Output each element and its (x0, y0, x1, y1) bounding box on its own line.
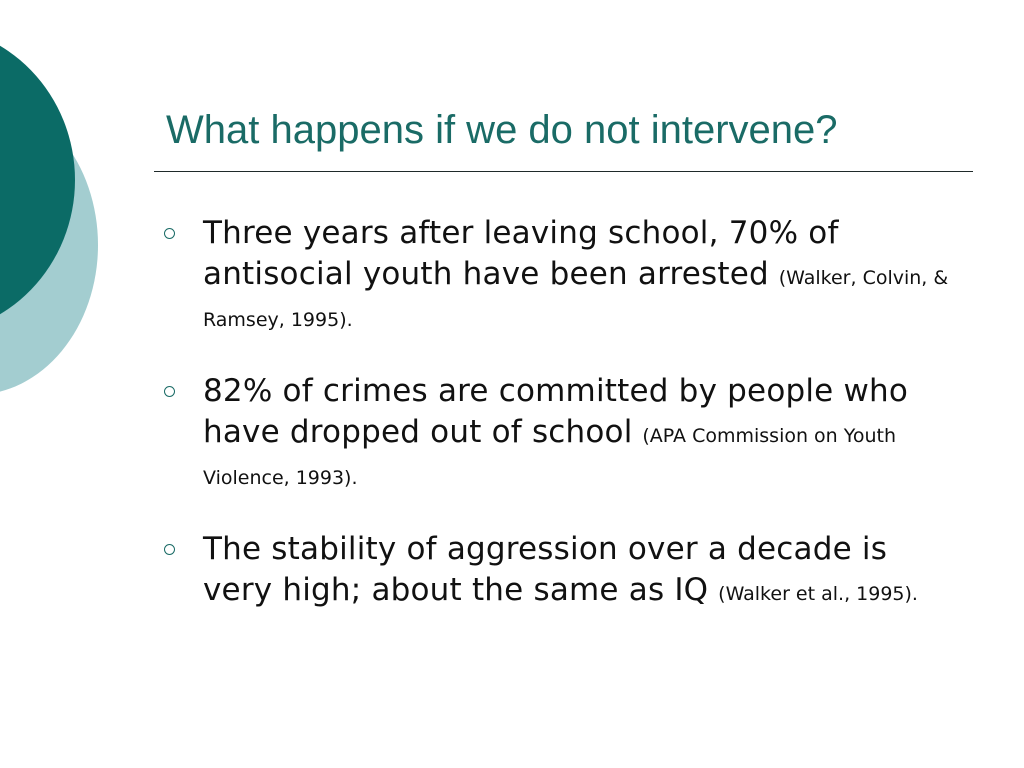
hollow-circle-bullet-icon (164, 386, 175, 397)
hollow-circle-bullet-icon (164, 228, 175, 239)
bullet-citation: (Walker, Colvin, & Ramsey, 1995). (203, 267, 949, 331)
bullet-citation: (APA Commission on Youth Violence, 1993). (203, 425, 896, 489)
bullet-text: The stability of aggression over a decade is very high; about the same as IQ (203, 531, 888, 608)
slide-title: What happens if we do not intervene? (166, 108, 838, 152)
bullet-list (163, 213, 963, 645)
bullet-item-arrests (163, 213, 963, 338)
bullet-item-crimes (163, 371, 963, 496)
bullet-item-aggression (163, 529, 963, 612)
title-divider (154, 171, 973, 172)
hollow-circle-bullet-icon (164, 544, 175, 555)
bullet-text: 82% of crimes are committed by people who have dropped out of school (203, 373, 909, 450)
bullet-citation: (Walker et al., 1995). (718, 583, 918, 605)
bullet-text: Three years after leaving school, 70% of antisocial youth have been arrested (203, 215, 839, 292)
